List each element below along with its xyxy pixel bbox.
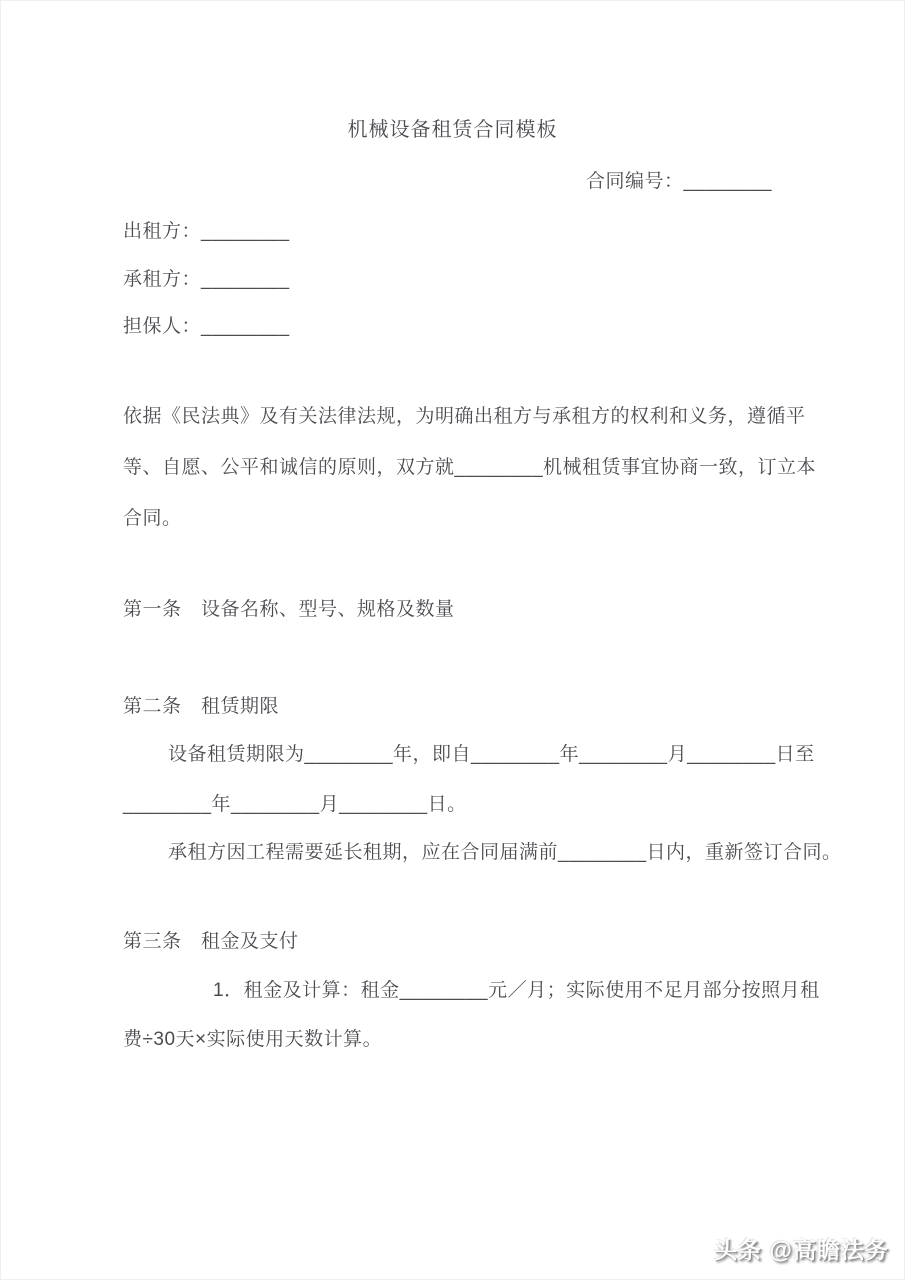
article-2-term-line-2: ________年________月________日。 [123,794,467,815]
article-3-rent-line-1: 1．租金及计算：租金________元／月；实际使用不足月部分按照月租 [213,980,820,1001]
preamble-line-2: 等、自愿、公平和诚信的原则，双方就________机械租赁事宜协商一致，订立本 [123,457,817,478]
preamble-line-1: 依据《民法典》及有关法律法规，为明确出租方与承租方的权利和义务，遵循平 [123,406,806,427]
article-2-heading: 第二条 租赁期限 [123,696,280,717]
party-lessor-line: 出租方：________ [123,221,290,242]
contract-number-line: 合同编号：________ [585,171,772,192]
preamble-line-3: 合同。 [123,508,182,529]
article-3-rent-line-2: 费÷30天×实际使用天数计算。 [123,1029,383,1050]
toutiao-watermark: 头条 @高瞻法务 [714,1237,889,1263]
article-2-term-line-1: 设备租赁期限为________年，即自________年________月________日至 [168,744,815,765]
party-guarantor-line: 担保人：________ [123,316,290,337]
article-1-heading: 第一条 设备名称、型号、规格及数量 [123,599,455,620]
document-title: 机械设备租赁合同模板 [347,119,558,141]
party-lessee-line: 承租方：________ [123,269,290,290]
article-3-heading: 第三条 租金及支付 [123,931,299,952]
article-2-renewal-line: 承租方因工程需要延长租期，应在合同届满前________日内，重新签订合同。 [168,842,842,863]
